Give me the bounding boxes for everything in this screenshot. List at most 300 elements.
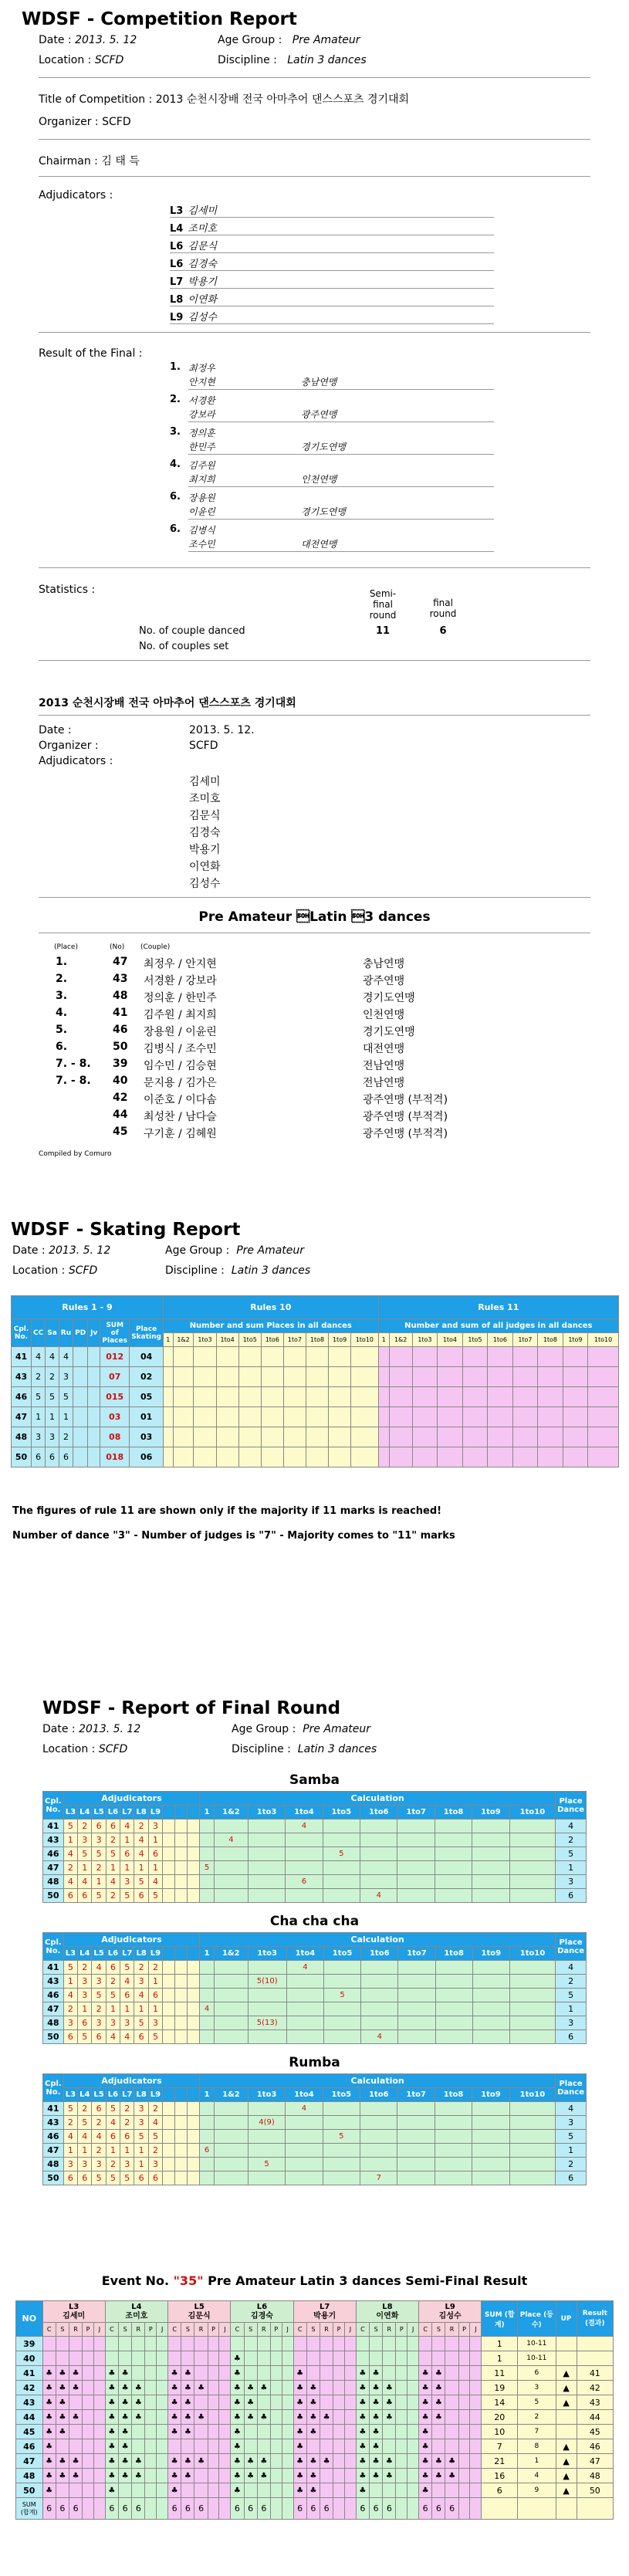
calc-cell: 4 [361, 2030, 398, 2044]
summary-adjudicator: 김경숙 [189, 827, 221, 839]
result-partner-a: 최정우 [188, 363, 215, 374]
calc-cell [509, 2002, 555, 2016]
judge-mark-empty [188, 2016, 200, 2030]
calc-cell: 4(9) [248, 2116, 285, 2130]
skating-empty [73, 1427, 88, 1447]
result-partner-a: 장용원 [188, 493, 215, 503]
judge-col-empty [163, 1947, 175, 1961]
competition-report [0, 0, 629, 733]
judge-mark-empty [163, 1989, 175, 2002]
dance-place: 6 [556, 2171, 587, 2185]
semi-mark [219, 2425, 231, 2439]
semi-mark: ♣ [356, 2454, 369, 2469]
semi-sum-cell: 6 [383, 2498, 396, 2520]
semi-mark [396, 2337, 407, 2351]
semi-mark: ♣ [257, 2469, 270, 2483]
semi-sub-col: J [93, 2323, 105, 2337]
semi-up: ▲ [556, 2469, 577, 2483]
judge-mark: 2 [134, 1961, 148, 1975]
result-place: 6. [170, 523, 181, 535]
semi-result: 50 [577, 2483, 613, 2498]
semi-result: 47 [577, 2454, 613, 2469]
judge-mark: 2 [106, 1975, 120, 1989]
semi-mark [407, 2351, 419, 2366]
judge-mark-empty [175, 2130, 188, 2144]
summary-no: 46 [113, 1024, 128, 1036]
calc-cell [215, 1847, 249, 1861]
result-partner-a: 김주원 [188, 460, 215, 471]
judge-mark: 5 [106, 2171, 120, 2185]
skating-col-header: Place Skating [130, 1319, 164, 1347]
semi-mark [407, 2395, 419, 2410]
semi-place: 7 [518, 2425, 556, 2439]
summary-couple: 최성찬 / 남다슬 [144, 1111, 217, 1123]
rule11-cell [378, 1347, 389, 1367]
semi-sub-col: S [370, 2323, 383, 2337]
semi-mark [132, 2366, 145, 2381]
result-partner-b: 최지희 [188, 474, 215, 485]
semi-mark [270, 2483, 282, 2498]
semi-mark [396, 2366, 407, 2381]
judge-mark: 4 [120, 1975, 134, 1989]
semi-mark [83, 2337, 94, 2351]
rule11-col: 1to6 [488, 1333, 513, 1347]
calc-cell [435, 1889, 472, 1903]
judge-mark-empty [163, 1975, 175, 1989]
semi-sum-cell [396, 2498, 407, 2520]
semi-sub-col: C [293, 2323, 306, 2337]
judge-mark-empty [175, 2158, 188, 2171]
calc-cell: 4 [360, 1889, 397, 1903]
cpl-header: Cpl. No. [43, 2074, 64, 2102]
calc-cell [215, 2144, 249, 2158]
result-club: 인천연맹 [301, 474, 337, 485]
semi-mark [83, 2483, 94, 2498]
rule10-cell [194, 1367, 216, 1387]
rule11-col: 1to7 [512, 1333, 538, 1347]
summary-couple: 임수민 / 김승현 [144, 1060, 217, 1072]
semi-mark: ♣ [419, 2425, 432, 2439]
semi-result: 45 [577, 2425, 613, 2439]
summary-date: 2013. 5. 12. [189, 724, 255, 736]
judge-col: L7 [120, 2088, 134, 2102]
semi-mark [83, 2410, 94, 2425]
skating-cpl-no: 41 [12, 1347, 32, 1367]
semi-mark: ♣ [105, 2395, 118, 2410]
rule10-cell [329, 1367, 351, 1387]
judge-mark-empty [188, 1889, 200, 1903]
result-place: 1. [170, 361, 181, 373]
calc-cell [472, 2144, 509, 2158]
judge-mark: 3 [106, 2016, 120, 2030]
skating-empty [88, 1427, 100, 1447]
semi-final-table [15, 2300, 614, 2520]
semi-sub-col: S [244, 2323, 257, 2337]
semi-mark [244, 2351, 257, 2366]
semi-result: 46 [577, 2439, 613, 2454]
judge-mark: 2 [63, 2116, 77, 2130]
semi-mark [333, 2381, 345, 2395]
semi-mark [157, 2366, 168, 2381]
adjudicator-row [170, 309, 494, 324]
divider [188, 519, 494, 520]
calc-cell [215, 2016, 249, 2030]
semi-up: ▲ [556, 2381, 577, 2395]
summary-couple: 김주원 / 최지희 [144, 1009, 217, 1021]
judge-mark: 6 [78, 1889, 92, 1903]
calc-cell [200, 1833, 215, 1847]
judge-mark: 2 [63, 1861, 77, 1875]
summary-row [39, 990, 590, 1007]
semi-mark [396, 2381, 407, 2395]
judge-mark: 4 [63, 1989, 77, 2002]
semi-no: 42 [16, 2381, 43, 2395]
semi-mark: ♣ [42, 2395, 56, 2410]
judge-mark: 5 [78, 1847, 92, 1861]
calc-cell [200, 1975, 215, 1989]
semi-mark: ♣ [419, 2454, 432, 2469]
semi-mark [333, 2395, 345, 2410]
semi-mark [157, 2454, 168, 2469]
semi-mark [282, 2483, 293, 2498]
dance-table [42, 2073, 587, 2185]
semi-mark [458, 2410, 470, 2425]
semi-mark [445, 2410, 458, 2425]
rule10-cell [306, 1407, 328, 1427]
summary-club: 충남연맹 [363, 958, 405, 970]
semi-mark [219, 2483, 231, 2498]
summary-club: 전남연맹 [363, 1060, 405, 1072]
semi-mark: ♣ [432, 2381, 445, 2395]
semi-mark: ♣ [383, 2410, 396, 2425]
judge-mark-empty [163, 1961, 175, 1975]
semi-mark [208, 2410, 219, 2425]
judge-mark: 3 [92, 2158, 106, 2171]
calc-cell [323, 1861, 360, 1875]
semi-mark [470, 2351, 482, 2366]
semi-sum-cell: 6 [69, 2498, 82, 2520]
semi-mark [56, 2351, 69, 2366]
semi-judge-header [105, 2301, 167, 2323]
calc-col: 1to8 [435, 1947, 472, 1961]
judge-mark: 6 [120, 2130, 134, 2144]
calc-cell [397, 2102, 435, 2116]
judge-mark-empty [188, 2130, 200, 2144]
semi-place: 10-11 [518, 2351, 556, 2366]
rule10-cell [163, 1447, 173, 1467]
semi-mark [383, 2351, 396, 2366]
semi-mark: ♣ [306, 2425, 320, 2439]
calc-cell [398, 2030, 435, 2044]
semi-mark [119, 2483, 132, 2498]
skating-dance-place: 1 [59, 1407, 73, 1427]
semi-mark [432, 2351, 445, 2366]
judge-mark-empty [188, 2171, 200, 2185]
semi-mark [306, 2366, 320, 2381]
semi-sum: 1 [482, 2337, 518, 2351]
judge-mark: 3 [148, 1819, 162, 1833]
semi-mark [458, 2337, 470, 2351]
semi-mark [282, 2395, 293, 2410]
judge-mark: 3 [92, 2016, 106, 2030]
event-title: Pre Amateur Latin 3 dances [198, 909, 431, 925]
calc-col: 1to3 [248, 2088, 285, 2102]
summary-couple: 최정우 / 안지현 [144, 958, 217, 970]
semi-mark: ♣ [244, 2381, 257, 2395]
skating-place: 05 [130, 1387, 164, 1407]
semi-mark [320, 2439, 333, 2454]
rule11-cell [512, 1367, 538, 1387]
calc-col: 1&2 [215, 2088, 249, 2102]
semi-mark: ♣ [132, 2395, 145, 2410]
semi-mark [470, 2337, 482, 2351]
semi-row [16, 2381, 614, 2395]
judge-mark-empty [163, 2002, 175, 2016]
calc-cell [397, 1819, 435, 1833]
rule10-cell [351, 1407, 378, 1427]
dance-cpl-no: 43 [43, 1975, 64, 1989]
semi-mark: ♣ [105, 2366, 118, 2381]
semi-mark [83, 2425, 94, 2439]
semi-sub-col: J [157, 2323, 168, 2337]
result-place: 3. [170, 426, 181, 438]
skating-place: 02 [130, 1367, 164, 1387]
calc-cell [509, 1847, 555, 1861]
semi-mark [244, 2439, 257, 2454]
calc-cell [248, 1819, 285, 1833]
semi-mark: ♣ [168, 2469, 181, 2483]
adjudicator-row [170, 256, 494, 271]
semi-sub-col: R [320, 2323, 333, 2337]
rule10-cell [238, 1407, 261, 1427]
judge-col: L7 [120, 1947, 134, 1961]
judge-mark: 1 [120, 1833, 134, 1847]
judge-mark-empty [163, 2016, 175, 2030]
summary-title: 2013 순천시장배 전국 아마추어 댄스스포츠 경기대회 [39, 697, 296, 709]
semi-sub-col: P [333, 2323, 345, 2337]
summary-place: 1. [56, 956, 68, 968]
semi-mark [208, 2395, 219, 2410]
calc-cell [215, 1889, 249, 1903]
rules-10-sub: Number and sum Places in all dances [163, 1319, 378, 1333]
judge-mark: 2 [63, 2002, 77, 2016]
judge-mark: 5 [63, 1819, 77, 1833]
calc-cell [472, 2002, 509, 2016]
semi-mark [181, 2439, 194, 2454]
calc-cell [360, 2130, 397, 2144]
calc-cell [509, 2130, 555, 2144]
semi-mark [470, 2483, 482, 2498]
calc-cell [397, 1847, 435, 1861]
semi-mark [458, 2366, 470, 2381]
semi-sub-col: C [419, 2323, 432, 2337]
calc-cell: 5 [323, 1989, 360, 2002]
semi-mark [157, 2483, 168, 2498]
calc-cell: 5 [323, 1847, 360, 1861]
semi-mark [257, 2366, 270, 2381]
rule10-cell [261, 1427, 283, 1447]
semi-sum-cell: 6 [293, 2498, 306, 2520]
semi-mark [270, 2439, 282, 2454]
adjudicator-name: 조미호 [188, 223, 218, 235]
calc-cell [435, 2158, 472, 2171]
semi-sum-cell: 6 [257, 2498, 270, 2520]
adjudicator-name: 이연화 [188, 294, 218, 306]
summary-place: 6. [56, 1041, 68, 1053]
judge-mark: 1 [106, 2002, 120, 2016]
dance-place: 2 [556, 1833, 587, 1847]
adjudicator-code: L9 [170, 312, 184, 323]
report-title: WDSF - Competition Report [22, 9, 297, 29]
calc-cell [286, 2116, 323, 2130]
judge-mark: 2 [148, 2144, 162, 2158]
calc-col: 1to9 [472, 1947, 509, 1961]
judge-mark: 1 [78, 1861, 92, 1875]
semi-mark [396, 2483, 407, 2498]
semi-sum-cell: 6 [119, 2498, 132, 2520]
summary-no: 50 [113, 1041, 128, 1053]
semi-mark [145, 2454, 157, 2469]
skating-empty [73, 1347, 88, 1367]
semi-mark: ♣ [370, 2425, 383, 2439]
calc-cell [509, 2016, 555, 2030]
rule10-cell [173, 1387, 194, 1407]
skating-row [12, 1347, 619, 1367]
summary-no: 43 [113, 973, 128, 985]
skating-empty [73, 1387, 88, 1407]
semi-judge-name: 김문식 [188, 2311, 211, 2320]
judge-mark: 5 [120, 2171, 134, 2185]
summary-couple: 이준호 / 이다솜 [144, 1094, 217, 1106]
result-partner-a: 김병식 [188, 525, 215, 536]
calc-cell [472, 1861, 509, 1875]
judge-mark: 2 [92, 2116, 106, 2130]
semi-mark [93, 2410, 105, 2425]
judge-mark: 6 [78, 2171, 92, 2185]
calc-cell [472, 2016, 509, 2030]
semi-mark: ♣ [42, 2425, 56, 2439]
semi-mark [282, 2425, 293, 2439]
calc-cell [323, 1819, 360, 1833]
judge-mark: 6 [63, 1889, 77, 1903]
skating-empty [88, 1387, 100, 1407]
semi-sum: 14 [482, 2395, 518, 2410]
judge-col-empty [175, 2088, 188, 2102]
divider [188, 551, 494, 552]
semi-mark [145, 2351, 157, 2366]
rule10-cell [351, 1367, 378, 1387]
semi-mark: ♣ [432, 2395, 445, 2410]
skating-note-1: The figures of rule 11 are shown only if the majority if 11 marks is reached! [12, 1505, 442, 1517]
judge-col-empty [175, 1806, 188, 1819]
final-age: Age Group : Pre Amateur [232, 1723, 371, 1735]
semi-mark: ♣ [383, 2454, 396, 2469]
semi-mark [257, 2483, 270, 2498]
semi-mark [157, 2351, 168, 2366]
calc-cell [472, 2116, 509, 2130]
semi-no: 45 [16, 2425, 43, 2439]
judge-mark: 4 [148, 2116, 162, 2130]
judge-mark: 2 [148, 1961, 162, 1975]
calc-cell [509, 1819, 555, 1833]
dance-cpl-no: 47 [43, 2002, 64, 2016]
judge-mark: 6 [134, 1889, 148, 1903]
semi-mark: ♣ [42, 2469, 56, 2483]
semi-mark [208, 2337, 219, 2351]
semi-mark [445, 2351, 458, 2366]
judge-mark-empty [175, 1889, 188, 1903]
semi-mark [56, 2439, 69, 2454]
semi-place: 2 [518, 2410, 556, 2425]
rule11-cell [378, 1367, 389, 1387]
adjudicator-code: L7 [170, 276, 184, 288]
rule11-cell [588, 1447, 619, 1467]
judge-mark: 4 [106, 2030, 120, 2044]
dance-table [42, 1791, 587, 1903]
rule11-cell [462, 1347, 488, 1367]
skating-cpl-no: 47 [12, 1407, 32, 1427]
judge-mark-empty [188, 2158, 200, 2171]
semi-no: 40 [16, 2351, 43, 2366]
semi-mark [445, 2337, 458, 2351]
semi-sum-cell: 6 [194, 2498, 208, 2520]
judge-mark-empty [163, 2030, 175, 2044]
semi-mark [458, 2483, 470, 2498]
semi-sum: 20 [482, 2410, 518, 2425]
judge-col: L3 [63, 1806, 77, 1819]
semi-mark [344, 2395, 356, 2410]
judge-mark: 2 [92, 2002, 106, 2016]
judge-mark: 6 [120, 1989, 134, 2002]
semi-row [16, 2395, 614, 2410]
judge-mark-empty [188, 1847, 200, 1861]
stat-val-semi: 11 [375, 625, 391, 637]
judge-mark: 1 [148, 1861, 162, 1875]
semi-mark [83, 2381, 94, 2395]
calc-cell [248, 1875, 285, 1889]
judge-col: L6 [106, 1806, 120, 1819]
semi-sub-col: S [56, 2323, 69, 2337]
calc-cell [248, 1989, 286, 2002]
semi-sub-col: J [219, 2323, 231, 2337]
semi-mark [194, 2439, 208, 2454]
rule10-cell [283, 1427, 306, 1447]
calc-cell [286, 2144, 323, 2158]
calc-cell [286, 1847, 323, 1861]
semi-mark: ♣ [383, 2381, 396, 2395]
rule10-cell [306, 1447, 328, 1467]
semi-mark: ♣ [56, 2395, 69, 2410]
judge-mark-empty [175, 2016, 188, 2030]
calc-cell [397, 1833, 435, 1847]
judge-mark: 1 [148, 1833, 162, 1847]
dance-row [43, 1875, 587, 1889]
calc-col: 1to5 [323, 1947, 360, 1961]
semi-result: 43 [577, 2395, 613, 2410]
dance-place: 4 [556, 2102, 587, 2116]
semi-mark [83, 2395, 94, 2410]
dance-cpl-no: 47 [43, 1861, 64, 1875]
rule10-col: 1to10 [351, 1333, 378, 1347]
rule10-col: 1to5 [238, 1333, 261, 1347]
rule11-cell [389, 1447, 412, 1467]
calc-col: 1to3 [248, 1947, 286, 1961]
semi-judge-name: 이연화 [376, 2311, 399, 2320]
semi-judge-code: L5 [194, 2302, 205, 2311]
semi-mark [119, 2337, 132, 2351]
semi-mark [83, 2351, 94, 2366]
calc-cell [200, 2102, 215, 2116]
